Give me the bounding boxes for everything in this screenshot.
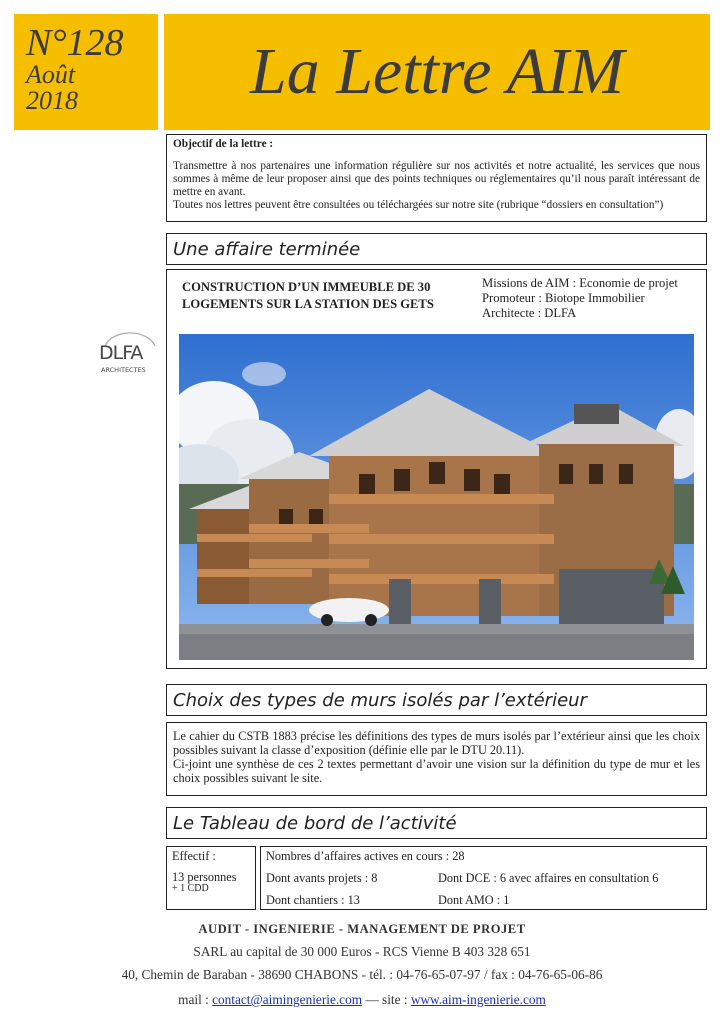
- project-promoter: Promoteur : Biotope Immobilier: [482, 291, 645, 305]
- footer-company: SARL au capital de 30 000 Euros - RCS Vienne B 403 328 651: [193, 944, 531, 959]
- staff-value: 13 personnes: [172, 870, 237, 884]
- footer-site-link[interactable]: www.aim-ingenierie.com: [410, 992, 546, 1007]
- issue-number: N°128: [26, 22, 124, 64]
- walls-box: [166, 722, 707, 796]
- issue-box: [14, 14, 158, 130]
- staff-label: Effectif :: [172, 849, 216, 863]
- newsletter-title: La Lettre AIM: [164, 14, 710, 130]
- objective-text: Transmettre à nos partenaires une information régulière sur nos activités et notre actualité, les services que nous sommes à même de leur proposer ainsi que des points techniques ou réglementaires qu’il nous paraît intéressant de mettre en avant.: [173, 160, 700, 198]
- footer-address: 40, Chemin de Baraban - 38690 CHABONS - tél. : 04-76-65-07-97 / fax : 04-76-65-06-86: [121, 967, 603, 982]
- footer-mail-link[interactable]: contact@aimingenierie.com: [212, 992, 363, 1007]
- project-title-line-2: LOGEMENTS SUR LA STATION DES GETS: [182, 297, 434, 311]
- footer-contact: [0, 992, 724, 1008]
- walls-para-1: Le cahier du CSTB 1883 précise les définitions des types de murs isolés par l’extérieur ainsi que les choix possibles suivant la classe d’exposition (définie elle par le DTU 20.11).: [173, 729, 700, 757]
- section-heading-walls: Choix des types de murs isolés par l’extérieur: [166, 684, 707, 716]
- objective-heading: Objectif de la lettre :: [173, 138, 274, 150]
- walls-para-2: Ci-joint une synthèse de ces 2 textes permettant d’avoir une vision sur la définition du type de mur et les choix possibles suivant le site.: [173, 757, 700, 785]
- stat-amo: Dont AMO : 1: [438, 893, 510, 907]
- stat-pre-projects: Dont avants projets : 8: [266, 871, 378, 885]
- section-heading-dashboard: Le Tableau de bord de l’activité: [166, 807, 707, 839]
- footer-site-label: — site :: [362, 992, 411, 1007]
- stat-dce: Dont DCE : 6 avec affaires en consultation 6: [438, 871, 659, 885]
- footer-mail-label: mail :: [178, 992, 213, 1007]
- project-title-line-1: CONSTRUCTION D’UN IMMEUBLE DE 30: [182, 280, 431, 294]
- stat-sites: Dont chantiers : 13: [266, 893, 360, 907]
- project-info: [482, 276, 707, 321]
- project-title: [182, 279, 482, 313]
- footer-tagline: AUDIT - INGENIERIE - MANAGEMENT DE PROJET: [198, 922, 526, 936]
- project-box: [166, 269, 707, 669]
- section-heading-project: Une affaire terminée: [166, 233, 707, 265]
- dlfa-logo: [97, 332, 159, 378]
- issue-month: Août: [26, 60, 76, 89]
- logo-word: DLFA: [99, 342, 143, 364]
- issue-year: 2018: [26, 86, 78, 115]
- staff-extra: + 1 CDD: [172, 883, 209, 894]
- logo-subtitle: ARCHITECTES: [101, 366, 146, 374]
- stat-active: Nombres d’affaires actives en cours : 28: [266, 849, 465, 863]
- building-photo: [179, 334, 694, 660]
- objective-note: Toutes nos lettres peuvent être consultées ou téléchargées sur notre site (rubrique “dossiers en consultation”): [173, 199, 664, 211]
- stats-box: [260, 846, 707, 910]
- staff-box: [166, 846, 256, 910]
- project-missions: Missions de AIM : Economie de projet: [482, 276, 678, 290]
- objective-box: [166, 134, 707, 222]
- project-architect: Architecte : DLFA: [482, 306, 577, 320]
